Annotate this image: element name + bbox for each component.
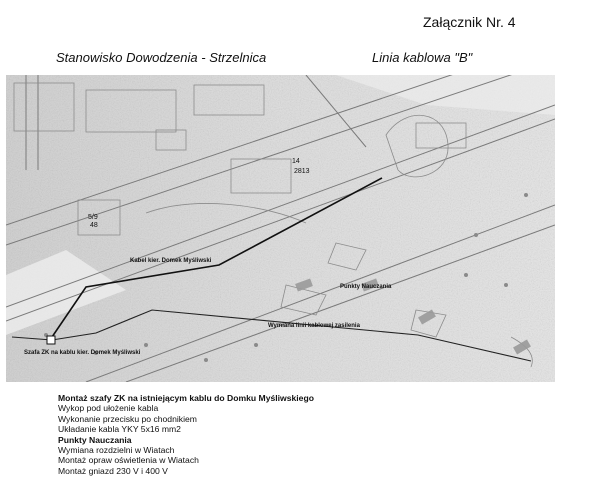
attachment-number: Załącznik Nr. 4 [423,14,516,30]
legend [58,393,314,476]
legend-line: Układanie kabla YKY 5x16 mm2 [58,424,181,435]
cable-label: Kabel kier. Domek Myśliwski [130,258,212,264]
points-label: Punkty Nauczania [340,284,392,290]
legend-line: Wymiana rozdzielni w Wiatach [58,445,175,456]
replacement-label: Wymiana linii kablowej zasilenia [268,323,360,329]
parcel-number: 14 [292,158,300,165]
parcel-number: 48 [90,222,98,229]
cabinet-label: Szafa ZK na kablu kier. Domek Myśliwski [24,350,141,356]
title-location: Stanowisko Dowodzenia - Strzelnica [56,50,267,65]
map-grain [6,75,555,382]
legend-line: Wykop pod ułożenie kabla [58,403,159,414]
parcel-number: 5/9 [88,214,98,221]
cabinet-zk-marker [47,336,55,344]
legend-line: Montaż szafy ZK na istniejącym kablu do Domku Myśliwskiego [58,393,314,403]
legend-line: Wykonanie przecisku po chodnikiem [58,413,197,424]
legend-line: Punkty Nauczania [58,434,132,445]
parcel-number: 2813 [294,168,310,175]
legend-line: Montaż opraw oświetlenia w Wiatach [58,455,199,466]
title-cable-line: Linia kablowa "B" [372,50,473,65]
site-map [6,75,555,382]
legend-line: Montaż gniazd 230 V i 400 V [58,465,168,476]
